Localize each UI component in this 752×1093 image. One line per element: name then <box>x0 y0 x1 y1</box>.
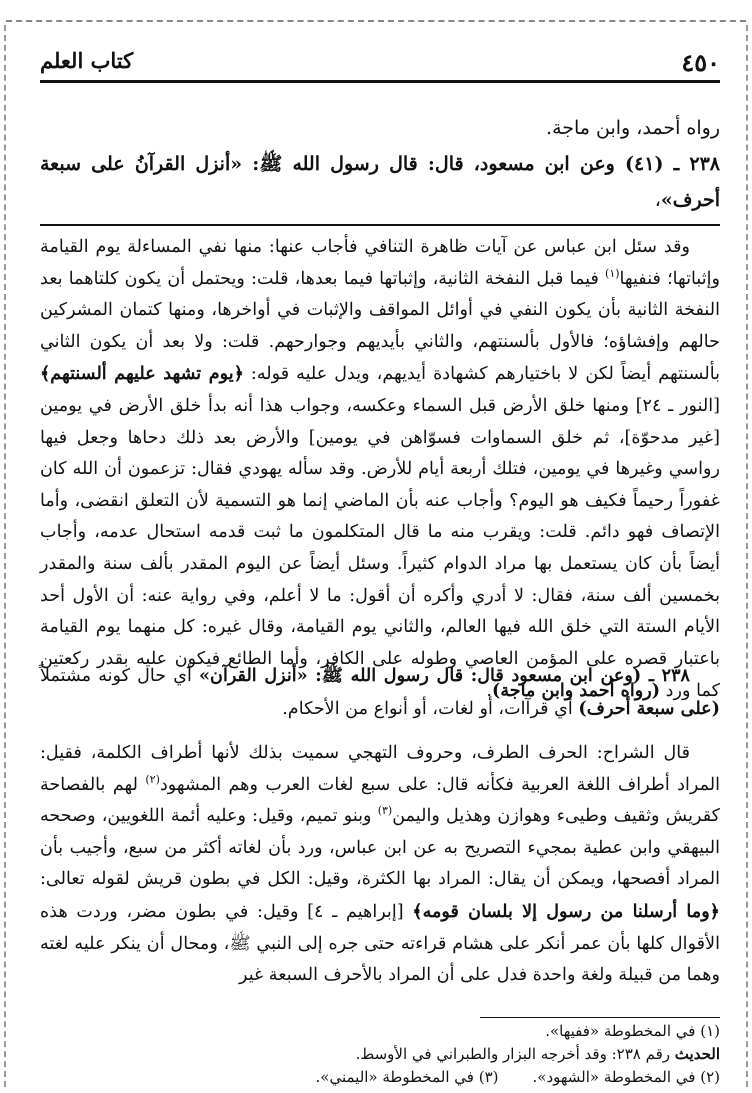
page-header <box>40 46 720 83</box>
sharh-paragraph <box>40 660 720 725</box>
quran-quote-2: ﴿وما أرسلنا من رسول إلا بلسان قومه﴾ <box>412 900 720 922</box>
grammar-text-3: وبنو تميم، وقيل: وعليه أئمة اللغويين، وصححه البيهقي وابن عطية بمجيء التصريح به عن ابن عباس، ورد بأن لغاته أكثر من سبع، وأجيب بأن المراد أفصحها، ويمكن أن يقال: المراد بها الكثرة، وقيل: الكل في بطون قريش لقوله تعالى: <box>40 806 720 890</box>
footnote-3-text: في المخطوطة «اليمني». <box>315 1068 474 1086</box>
scan-edge-top <box>6 20 746 22</box>
footnote-hadith <box>40 1043 720 1066</box>
footnote-1-number: (١) <box>700 1022 720 1040</box>
grammar-text-1: قال الشراح: الحرف الطرف، وحروف التهجي سميت بذلك لأنها أطراف الكلمة، فقيل: المراد أطراف اللغة العربية فكأنه قال: على سبع لغات العرب وهم المشهود <box>40 743 721 795</box>
quran-quote: ﴿يوم تشهد عليهم ألسنتهم﴾ <box>40 363 244 385</box>
scan-edge-right <box>746 25 748 1087</box>
scan-edge-left <box>4 25 6 1087</box>
commentary-text-1: وقد سئل ابن عباس عن آيات ظاهرة التنافي فأجاب عنها: منها نفي المساءلة يوم القيامة وإثباتها؛ فنفيها <box>40 237 720 289</box>
hadith-text-body: ٢٣٨ ـ (٤١) وعن ابن مسعود، قال: قال رسول الله ﷺ: «أنزل القرآنُ على سبعة أحرف» <box>40 153 720 211</box>
grammar-section <box>40 738 720 992</box>
grammar-paragraph <box>40 738 720 992</box>
sharh-bold: (على سبعة أحرف) <box>578 697 720 719</box>
sharh-lead: ٢٣٨ ـ (وعن ابن مسعود قال: قال رسول الله ﷺ: «أنزل القرآن» <box>199 665 690 686</box>
footnote-3-number: (٣) <box>478 1068 499 1086</box>
commentary-paragraph: وقد سئل ابن عباس عن آيات ظاهرة التنافي فأجاب عنها: منها نفي المساءلة يوم القيامة وإثباتها؛ فنفيها$^{(١)}$ فيما قبل النفخة الثانية، وإثباتها فيما بعدها، قلت: ويحتمل أن يكون كلتاهما بعد النفخة الثانية بأن يكون النفي في أوائل المواقف والإثبات في أواخرها، ومنها كتمان المشركين حالهم وإفشاؤه؛ فالأول بألسنتهم، والثاني بأيديهم وجوارحهم. قلت: ولا بعد أن يكون الثاني بألسنتهم أيضاً لكن لا باختيارهم كشهادة أيديهم، ويدل عليه قوله: ﴿يوم تشهد عليهم ألسنتهم﴾ [النور ـ ٢٤] ومنها خلق الأرض قبل السماء وعكسه، وجواب هذا أنه بدأ خلق الأرض في يومين [غير مدحوّة]، ثم خلق السماوات فسوّاهن في يومين] والأرض بعد ذلك دحاها وجعل فيها رواسي وغيرها في يومين، فتلك أربعة أيام للأرض. وقد سأله يهودي فقال: تزعمون أن الله كان غفوراً رحيماً فكيف هو اليوم؟ وأجاب عنه بأن الماضي إنما هو التسمية لأن التعلق انقضى، وأما الإتصاف فهو دائم. قلت: ويقرب منه ما قال المتكلمون ما ثبت قدمه استحال عدمه، وأجاب أيضاً بأن كان يستعمل بها مراد الدوام كثيراً. وسئل أيضاً عن اليوم المقدر بألف سنة والمقدر بخمسين ألف سنة، فقال: لا أدري وأكره أن أقول: ما لا أعلم، وفي رواية عنه: أن الأول أحد الأيام الستة التي خلق الله فيها العالم، والثاني يوم القيامة، وقال غيره: كل منهما يوم القيامة باعتبار قصره على المؤمن العاصي وطوله على الكافر، وأما الطائع فيكون عليه بقدر ركعتين كما ورد (رواه أحمد وابن ماجة). <box>40 237 720 702</box>
footnote-2-number: (٢) <box>700 1068 720 1086</box>
footnote-ref-2: (٢) <box>145 772 160 786</box>
footnotes <box>40 1020 720 1089</box>
section-divider <box>40 224 720 226</box>
grammar-text-2: لهم بالفصاحة كقريش وثقيف وطيىء وهوازن وهذيل واليمن <box>40 774 720 827</box>
page-number: ٤٥٠ <box>681 48 720 77</box>
footnote-divider <box>480 1017 720 1018</box>
footnote-2-3 <box>40 1066 720 1089</box>
hadith-attribution: رواه أحمد، وابن ماجة. <box>546 117 720 139</box>
commentary-text-2: فيما قبل النفخة الثانية، وإثباتها فيما بعدها، قلت: ويحتمل أن يكون كلتاهما بعد النفخة الثانية بأن يكون النفي في أوائل المواقف والإثبات في أواخرها، ومنها كتمان المشركين حالهم وإفشاؤه؛ فالأول بألسنتهم، والثاني بأيديهم وجوارحهم. قلت: ولا بعد أن يكون الثاني بألسنتهم أيضاً لكن لا باختيارهم كشهادة أيديهم، ويدل عليه قوله: <box>40 268 720 385</box>
footnote-1 <box>40 1020 720 1043</box>
source-citation: (رواه أحمد وابن ماجة) <box>492 680 661 702</box>
running-title: كتاب العلم <box>40 48 134 73</box>
hadith-section <box>40 110 720 218</box>
footnote-ref-1: (١) <box>605 266 620 280</box>
commentary-text-3: [النور ـ ٢٤] ومنها خلق الأرض قبل السماء وعكسه، وجواب هذا أنه بدأ خلق الأرض في يومين [غير مدحوّة]، ثم خلق السماوات فسوّاهن في يومين] والأرض بعد ذلك دحاها وجعل فيها رواسي وغيرها في يومين، فتلك أربعة أيام للأرض. وقد سأله يهودي فقال: تزعمون أن الله كان غفوراً رحيماً فكيف هو اليوم؟ وأجاب عنه بأن الماضي إنما هو التسمية لأن التعلق انقضى، وأما الإتصاف فهو دائم. قلت: ويقرب منه ما قال المتكلمون ما ثبت قدمه استحال عدمه، وأجاب أيضاً بأن كان يستعمل بها مراد الدوام كثيراً. وسئل أيضاً عن اليوم المقدر بألف سنة والمقدر بخمسين ألف سنة، فقال: لا أدري وأكره أن أقول: ما لا أعلم، وفي رواية عنه: أن الأول أحد الأيام الستة التي خلق الله فيها العالم، والثاني يوم القيامة، وقال غيره: كل منهما يوم القيامة باعتبار قصره على المؤمن العاصي وطوله على الكافر، وأما الطائع فيكون عليه بقدر ركعتين كما ورد <box>40 395 720 702</box>
commentary-section <box>40 232 720 708</box>
footnote-ref-3: (٣) <box>377 804 393 818</box>
sharh-section <box>40 660 720 725</box>
sharh-mid: أي حال كونه مشتملاً <box>40 666 200 686</box>
hadith-text: ٢٣٨ ـ (٤١) وعن ابن مسعود، قال: قال رسول الله ﷺ: «أنزل القرآنُ على سبعة أحرف»، <box>40 153 720 211</box>
sharh-tail: أي قرآات، أو لغات، أو أنواع من الأحكام. <box>282 698 579 719</box>
footnote-2-text: في المخطوطة «الشهود». <box>532 1068 696 1086</box>
footnote-1-text: في المخطوطة «ففيها». <box>545 1022 696 1040</box>
footnote-hadith-label: الحديث <box>674 1045 720 1063</box>
footnote-hadith-text: رقم ٢٣٨: وقد أخرجه البزار والطبراني في الأوسط. <box>355 1045 671 1063</box>
grammar-text-4: [إبراهيم ـ ٤] وقيل: في بطون مضر، وردت هذه الأقوال كلها بأن عمر أنكر على هشام قراءته حتى جره إلى النبي ﷺ، ومحال أن ينكر عليه لغته وهما من قبيلة ولغة واحدة فدل على أن المراد بالأحرف السبعة غير <box>40 901 720 986</box>
